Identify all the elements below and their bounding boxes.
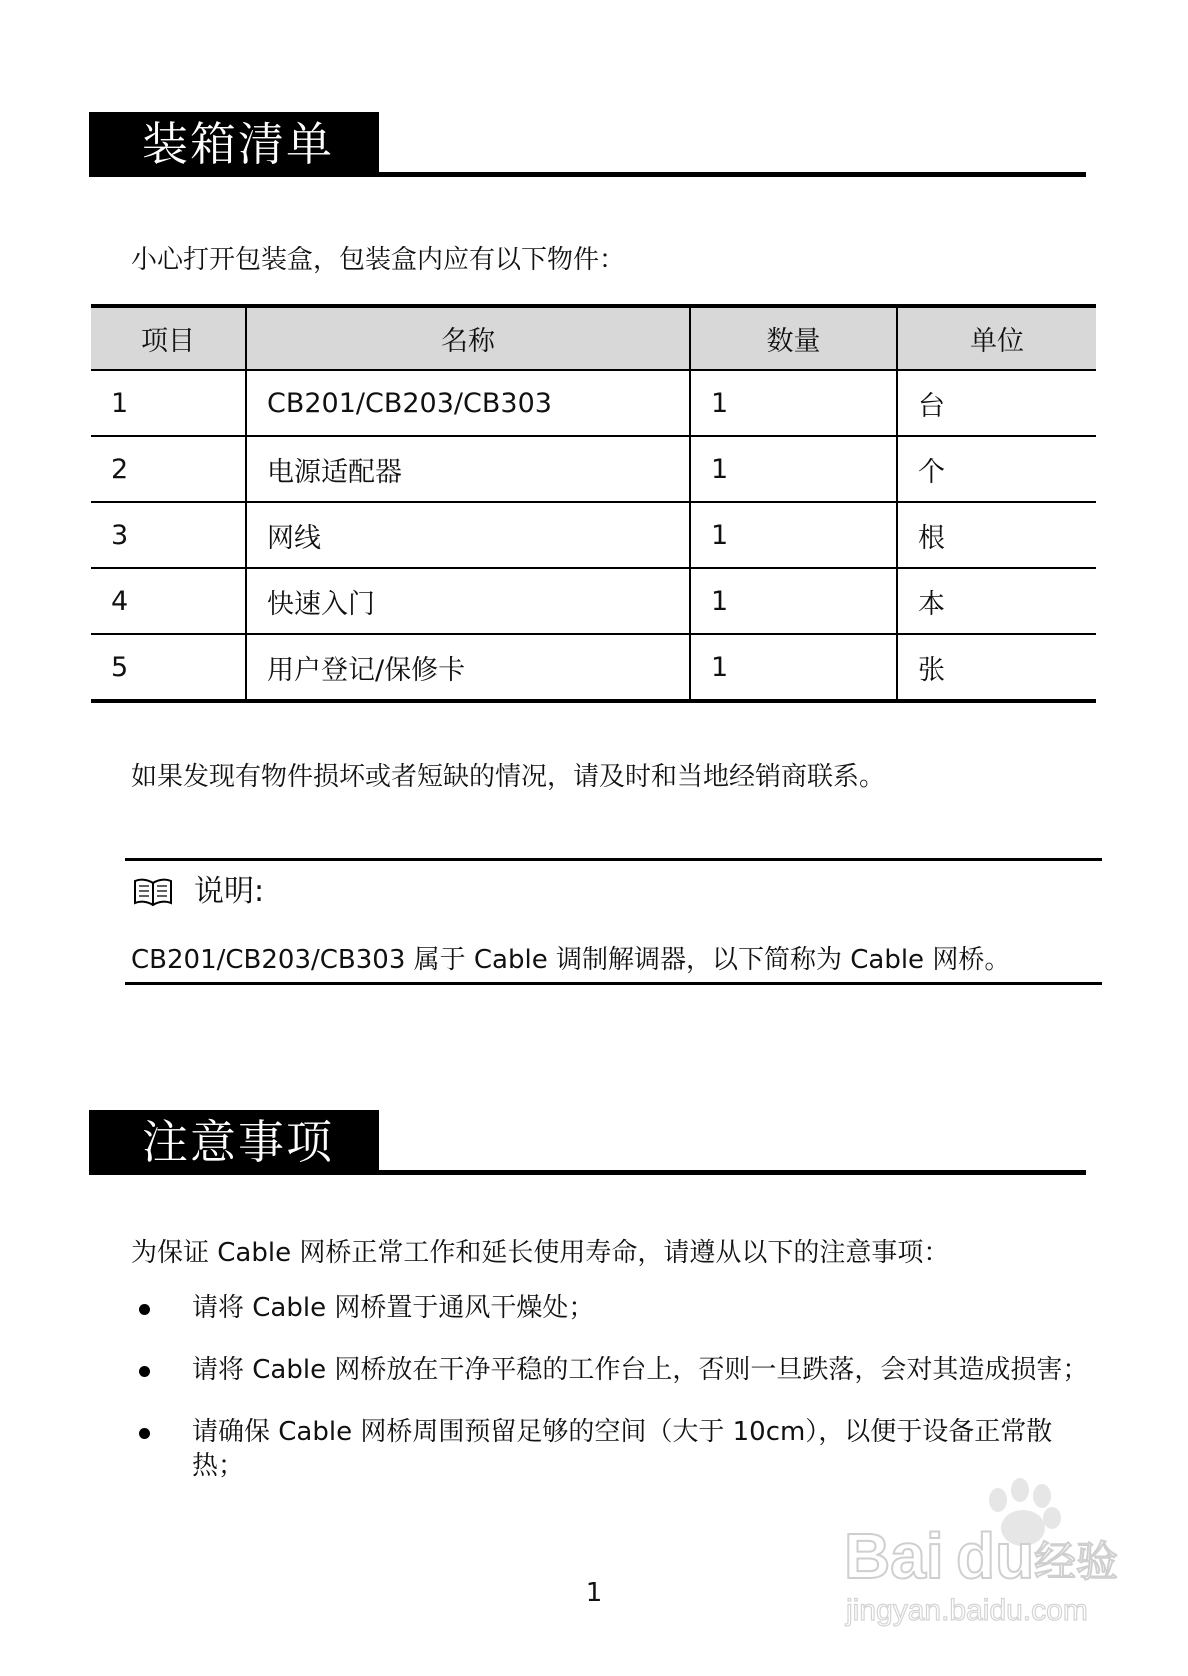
cell-unit: 个 (897, 436, 1096, 502)
col-header-unit: 单位 (897, 306, 1096, 370)
list-item-text: 请确保 Cable 网桥周围预留足够的空间（大于 10cm），以便于设备正常散热； (192, 1417, 1053, 1481)
cell-unit: 台 (897, 370, 1096, 436)
precautions-intro: 为保证 Cable 网桥正常工作和延长使用寿命，请遵从以下的注意事项： (131, 1238, 950, 1268)
cell-quantity: 1 (690, 370, 897, 436)
cell-name: 电源适配器 (246, 436, 690, 502)
section-title: 装箱清单 (89, 112, 379, 177)
heading-rule (379, 1170, 1086, 1175)
section-heading-packing (89, 112, 1086, 177)
cell-quantity: 1 (690, 568, 897, 634)
svg-text:经验: 经验 (1034, 1537, 1119, 1586)
bullet-icon (139, 1428, 150, 1439)
cell-item: 3 (111, 519, 129, 551)
col-header-quantity: 数量 (690, 306, 897, 370)
note-box (125, 858, 1102, 985)
cell-unit: 根 (897, 502, 1096, 568)
section-title: 注意事项 (89, 1110, 379, 1175)
cell-item: 1 (111, 387, 129, 419)
page-number: 1 (585, 1578, 603, 1608)
list-item-text: 请将 Cable 网桥放在干净平稳的工作台上，否则一旦跌落，会对其造成损害； (192, 1355, 1089, 1385)
heading-rule (379, 172, 1086, 177)
table-row (91, 502, 1096, 568)
col-header-name: 名称 (246, 306, 690, 370)
packing-table (91, 304, 1096, 703)
col-header-item: 项目 (91, 306, 246, 370)
cell-item: 2 (111, 453, 129, 485)
cell-quantity: 1 (690, 502, 897, 568)
list-item (131, 1353, 1101, 1387)
svg-text:du: du (956, 1520, 1035, 1592)
missing-items-note: 如果发现有物件损坏或者短缺的情况，请及时和当地经销商联系。 (131, 762, 886, 792)
bullet-icon (139, 1304, 150, 1315)
list-item-text: 请将 Cable 网桥置于通风干燥处； (192, 1293, 595, 1323)
packing-intro: 小心打开包装盒，包装盒内应有以下物件： (131, 245, 626, 275)
cell-name: 快速入门 (246, 568, 690, 634)
cell-name: CB201/CB203/CB303 (246, 370, 690, 436)
cell-quantity: 1 (690, 634, 897, 701)
baidu-watermark-logo (838, 1478, 1128, 1628)
svg-text:Bai: Bai (844, 1520, 944, 1592)
note-title: 说明: (194, 874, 265, 909)
section-heading-precautions (89, 1110, 1086, 1175)
book-icon (133, 877, 173, 907)
cell-item: 4 (111, 585, 129, 617)
bullet-icon (139, 1366, 150, 1377)
cell-quantity: 1 (690, 436, 897, 502)
table-row (91, 634, 1096, 701)
list-item (131, 1415, 1101, 1483)
table-row (91, 568, 1096, 634)
table-row (91, 370, 1096, 436)
svg-text:jingyan.baidu.com: jingyan.baidu.com (846, 1594, 1088, 1627)
cell-item: 5 (111, 651, 129, 683)
table-header-row (91, 306, 1096, 370)
cell-name: 用户登记/保修卡 (246, 634, 690, 701)
cell-unit: 本 (897, 568, 1096, 634)
table-row (91, 436, 1096, 502)
note-text: CB201/CB203/CB303 属于 Cable 调制解调器，以下简称为 Cable 网桥。 (131, 945, 1011, 975)
list-item (131, 1291, 1101, 1325)
cell-unit: 张 (897, 634, 1096, 701)
cell-name: 网线 (246, 502, 690, 568)
